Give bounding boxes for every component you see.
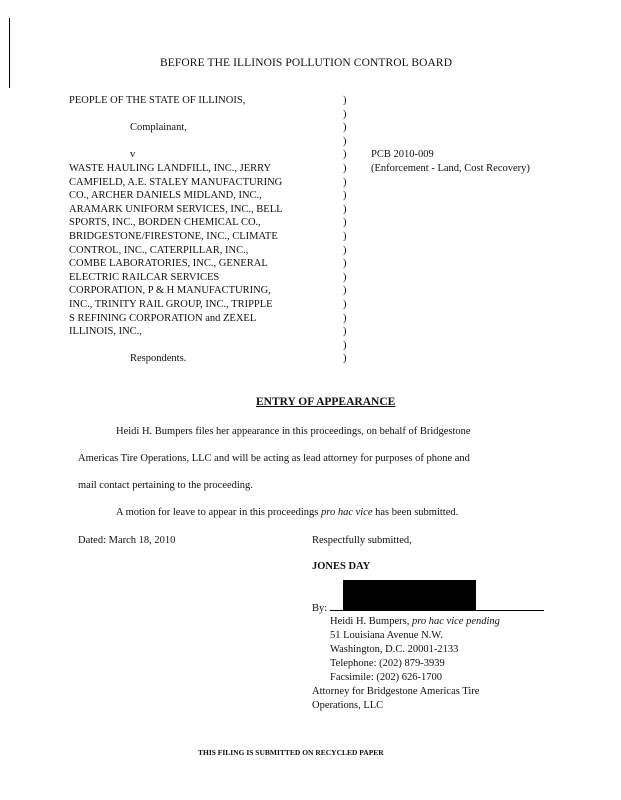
respondent-line: SPORTS, INC., BORDEN CHEMICAL CO., (69, 217, 261, 229)
caption-paren-column: ) ) ) ) ) ) ) ) ) ) ) ) ) ) ) ) ) ) ) ) (343, 95, 347, 365)
facsimile-line: Facsimile: (202) 626-1700 (330, 672, 442, 683)
respondent-role: Respondents. (130, 353, 187, 365)
body-paragraph-motion (116, 506, 458, 520)
signer-line (330, 615, 500, 629)
respondent-line: ARAMARK UNIFORM SERVICES, INC., BELL (69, 203, 283, 215)
body-paragraph-line: Americas Tire Operations, LLC and will be acting as lead attorney for purposes of phone and (78, 453, 470, 464)
respondent-line: CORPORATION, P & H MANUFACTURING, (69, 285, 271, 297)
plaintiff-role: Complainant, (130, 122, 187, 134)
entry-heading: ENTRY OF APPEARANCE (256, 396, 396, 408)
signature-line (330, 610, 544, 611)
address-line-1: 51 Louisiana Avenue N.W. (330, 630, 443, 641)
body-paragraph-line: Heidi H. Bumpers files her appearance in this proceedings, on behalf of Bridgestone (116, 426, 471, 437)
plaintiff-name: PEOPLE OF THE STATE OF ILLINOIS, (69, 95, 246, 106)
closing-line: Respectfully submitted, (312, 535, 412, 546)
recycled-paper-notice: THIS FILING IS SUBMITTED ON RECYCLED PAPER (198, 748, 384, 757)
attorney-for-line-2: Operations, LLC (312, 700, 384, 711)
caption-parties (69, 94, 339, 366)
respondent-line: S REFINING CORPORATION and ZEXEL (69, 312, 257, 324)
margin-scan-mark (9, 18, 10, 88)
attorney-for-line-1: Attorney for Bridgestone Americas Tire (312, 686, 480, 697)
respondent-line: WASTE HAULING LANDFILL, INC., JERRY (69, 162, 272, 174)
case-number: PCB 2010-009 (371, 149, 434, 160)
case-type: (Enforcement - Land, Cost Recovery) (371, 163, 530, 174)
respondent-line: BRIDGESTONE/FIRESTONE, INC., CLIMATE (69, 230, 278, 242)
board-title: BEFORE THE ILLINOIS POLLUTION CONTROL BOARD (160, 57, 453, 69)
firm-name: JONES DAY (312, 561, 371, 572)
respondent-line: COMBE LABORATORIES, INC., GENERAL (69, 258, 268, 270)
signer-name: Heidi H. Bumpers, (330, 616, 412, 627)
respondent-line: CONTROL, INC., CATERPILLAR, INC., (69, 244, 249, 256)
respondent-line: CAMFIELD, A.E. STALEY MANUFACTURING (69, 176, 283, 188)
redacted-signature (343, 580, 476, 610)
respondent-line: ILLINOIS, INC., (69, 326, 142, 338)
versus-label: v (130, 149, 136, 161)
respondent-line: INC., TRINITY RAIL GROUP, INC., TRIPPLE (69, 298, 273, 310)
signer-status: pro hac vice pending (411, 616, 500, 627)
motion-text-pre: A motion for leave to appear in this proceedings (116, 507, 321, 518)
respondent-line: ELECTRIC RAILCAR SERVICES (69, 271, 220, 283)
address-line-2: Washington, D.C. 20001-2133 (330, 644, 459, 655)
motion-text-post: has been submitted. (372, 507, 459, 518)
dated-line: Dated: March 18, 2010 (78, 535, 176, 546)
by-label: By: (312, 603, 328, 614)
body-paragraph-line: mail contact pertaining to the proceeding. (78, 480, 253, 491)
motion-text-italic: pro hac vice (321, 507, 373, 518)
respondent-line: CO., ARCHER DANIELS MIDLAND, INC., (69, 190, 262, 202)
telephone-line: Telephone: (202) 879-3939 (330, 658, 445, 669)
